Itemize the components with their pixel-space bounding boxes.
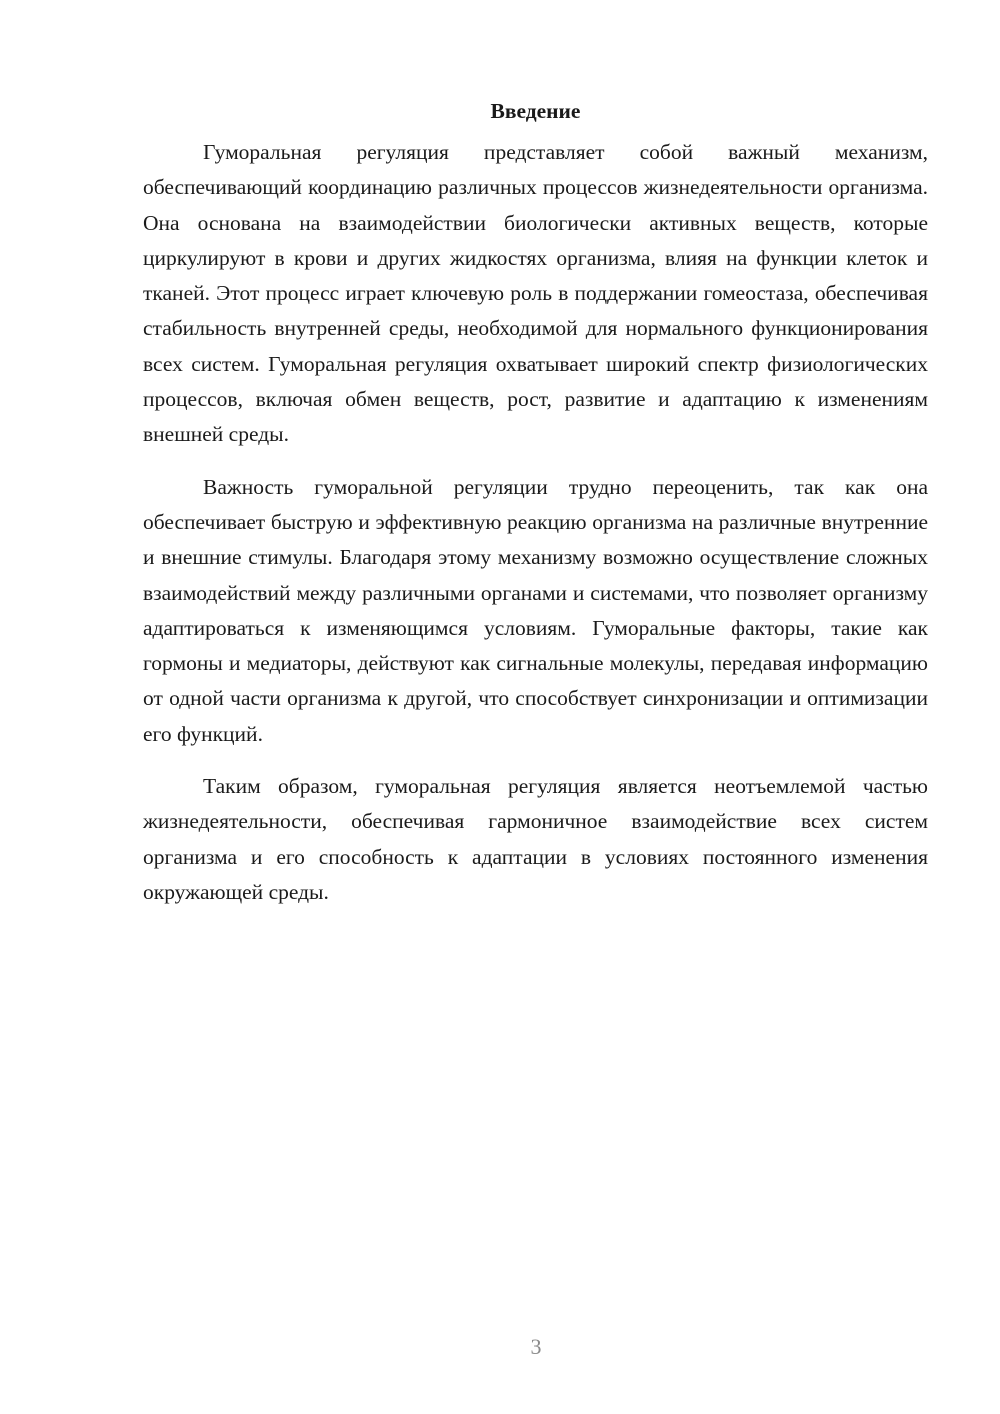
paragraph-3: Таким образом, гуморальная регуляция является неотъемлемой частью жизнедеятельности, обеспечивая гармоничное взаимодействие всех систем организма и его способность к адаптации в условиях постоянного изменения окружающей среды.	[143, 774, 928, 904]
paragraph-2: Важность гуморальной регуляции трудно переоценить, так как она обеспечивает быструю и эффективную реакцию организма на различные внутренние и внешние стимулы. Благодаря этому механизму возможно осуществление сложных взаимодействий между различными органами и системами, что позволяет организму адаптироваться к изменяющимся условиям. Гуморальные факторы, такие как гормоны и медиаторы, действуют как сигнальные молекулы, передавая информацию от одной части организма к другой, что способствует синхронизации и оптимизации его функций.	[143, 474, 928, 746]
page-number: 3	[530, 1334, 542, 1359]
section-heading: Введение	[490, 99, 581, 123]
paragraph-1: Гуморальная регуляция представляет собой важный механизм, обеспечивающий координацию различных процессов жизнедеятельности организма. Она основана на взаимодействии биологически активных веществ, которые циркулируют в крови и других жидкостях организма, влияя на функции клеток и тканей. Этот процесс играет ключевую роль в поддержании гомеостаза, обеспечивая стабильность внутренней среды, необходимой для нормального функционирования всех систем. Гуморальная регуляция охватывает широкий спектр физиологических процессов, включая обмен веществ, рост, развитие и адаптацию к изменениям внешней среды.	[143, 140, 928, 447]
page-content	[143, 96, 928, 927]
